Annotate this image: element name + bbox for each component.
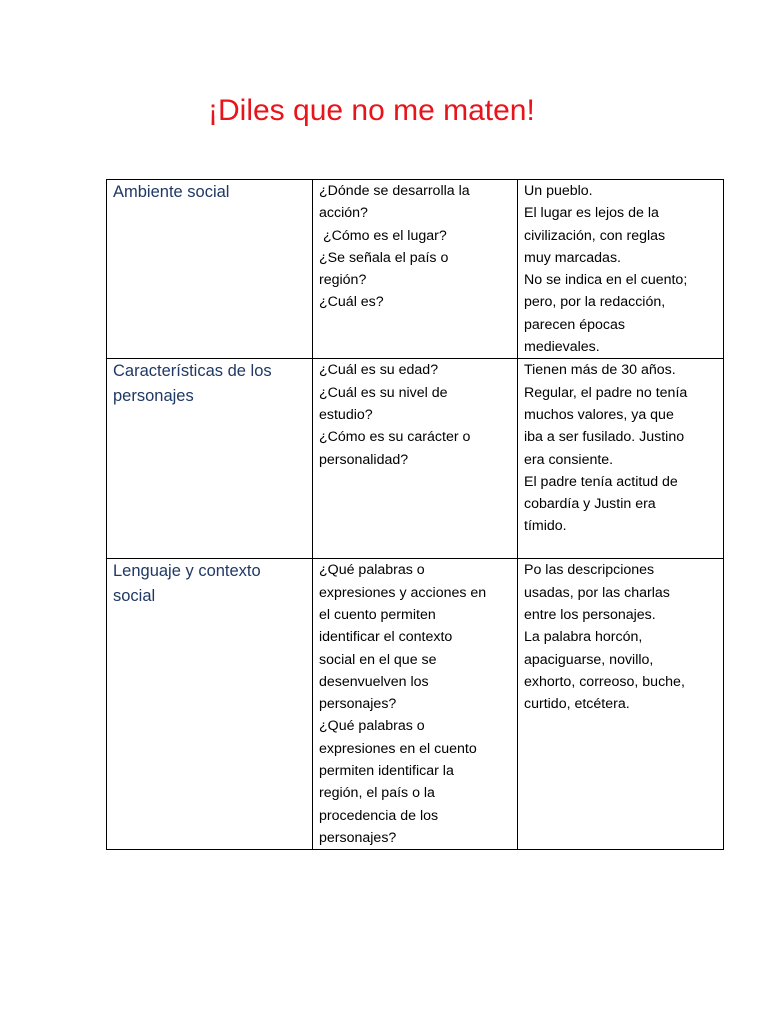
question-line: personalidad? <box>319 451 409 468</box>
question-line: región, el país o la <box>319 785 435 802</box>
answers-cell <box>518 559 724 850</box>
question-line: personajes? <box>319 696 397 713</box>
question-line: expresiones y acciones en <box>319 584 487 601</box>
answer-line: tímido. <box>524 518 567 535</box>
answer-line: usadas, por las charlas <box>524 584 670 601</box>
aspect-cell <box>107 559 313 850</box>
question-line: ¿Cuál es su edad? <box>319 362 439 379</box>
question-line: ¿Cómo es su carácter o <box>319 429 471 446</box>
questions-cell <box>313 559 518 850</box>
answer-line: Po las descripciones <box>524 562 655 579</box>
answer-line: iba a ser fusilado. Justino <box>524 429 685 446</box>
question-line: ¿Cómo es el lugar? <box>319 227 447 244</box>
question-line: procedencia de los <box>319 807 439 824</box>
question-line: acción? <box>319 205 368 222</box>
questions-cell <box>313 180 518 359</box>
table-row-lenguaje <box>107 559 724 850</box>
answer-line: Regular, el padre no tenía <box>524 384 688 401</box>
table-row-ambiente <box>107 180 724 359</box>
answer-line: El padre tenía actitud de <box>524 473 678 490</box>
answer-line: El lugar es lejos de la <box>524 205 659 222</box>
question-line: social en el que se <box>319 651 437 668</box>
document-title: ¡Diles que no me maten! <box>208 94 535 127</box>
question-line: desenvuelven los <box>319 673 429 690</box>
answer-line: Un pueblo. <box>524 183 593 199</box>
aspect-label: Ambiente social <box>113 183 230 201</box>
answer-line: exhorto, correoso, buche, <box>524 673 685 690</box>
question-line: ¿Cuál es su nivel de <box>319 384 448 401</box>
answer-line: entre los personajes. <box>524 606 656 623</box>
question-line: ¿Cuál es? <box>319 294 384 311</box>
question-line: permiten identificar la <box>319 763 454 780</box>
question-line: ¿Dónde se desarrolla la <box>319 183 470 199</box>
answers-cell <box>518 180 724 359</box>
question-line: el cuento permiten <box>319 606 436 623</box>
analysis-table <box>106 179 724 850</box>
question-line: estudio? <box>319 406 373 423</box>
answer-line: medievales. <box>524 339 600 356</box>
answer-line: muy marcadas. <box>524 249 621 266</box>
question-line: expresiones en el cuento <box>319 740 477 757</box>
answer-line: era consiente. <box>524 451 614 468</box>
aspect-label: Lenguaje y contexto social <box>113 562 261 605</box>
aspect-cell <box>107 359 313 559</box>
table-row-personajes <box>107 359 724 559</box>
answer-line: apaciguarse, novillo, <box>524 651 654 668</box>
answer-line: cobardía y Justin era <box>524 496 656 513</box>
answer-line: curtido, etcétera. <box>524 696 630 713</box>
answer-line: civilización, con reglas <box>524 227 666 244</box>
questions-cell <box>313 359 518 559</box>
answers-cell <box>518 359 724 559</box>
question-line: ¿Qué palabras o <box>319 718 425 735</box>
answer-line: No se indica en el cuento; <box>524 272 688 289</box>
question-line: ¿Se señala el país o <box>319 249 449 266</box>
question-line: personajes? <box>319 829 397 846</box>
question-line: región? <box>319 272 367 289</box>
aspect-cell <box>107 180 313 359</box>
answer-line: muchos valores, ya que <box>524 406 674 423</box>
aspect-label: Características de los personajes <box>113 362 272 405</box>
answer-line: pero, por la redacción, <box>524 294 666 311</box>
question-line: identificar el contexto <box>319 629 453 646</box>
answer-line: parecen épocas <box>524 316 625 333</box>
answer-line: La palabra horcón, <box>524 629 643 646</box>
question-line: ¿Qué palabras o <box>319 562 425 579</box>
answer-line: Tienen más de 30 años. <box>524 362 676 379</box>
